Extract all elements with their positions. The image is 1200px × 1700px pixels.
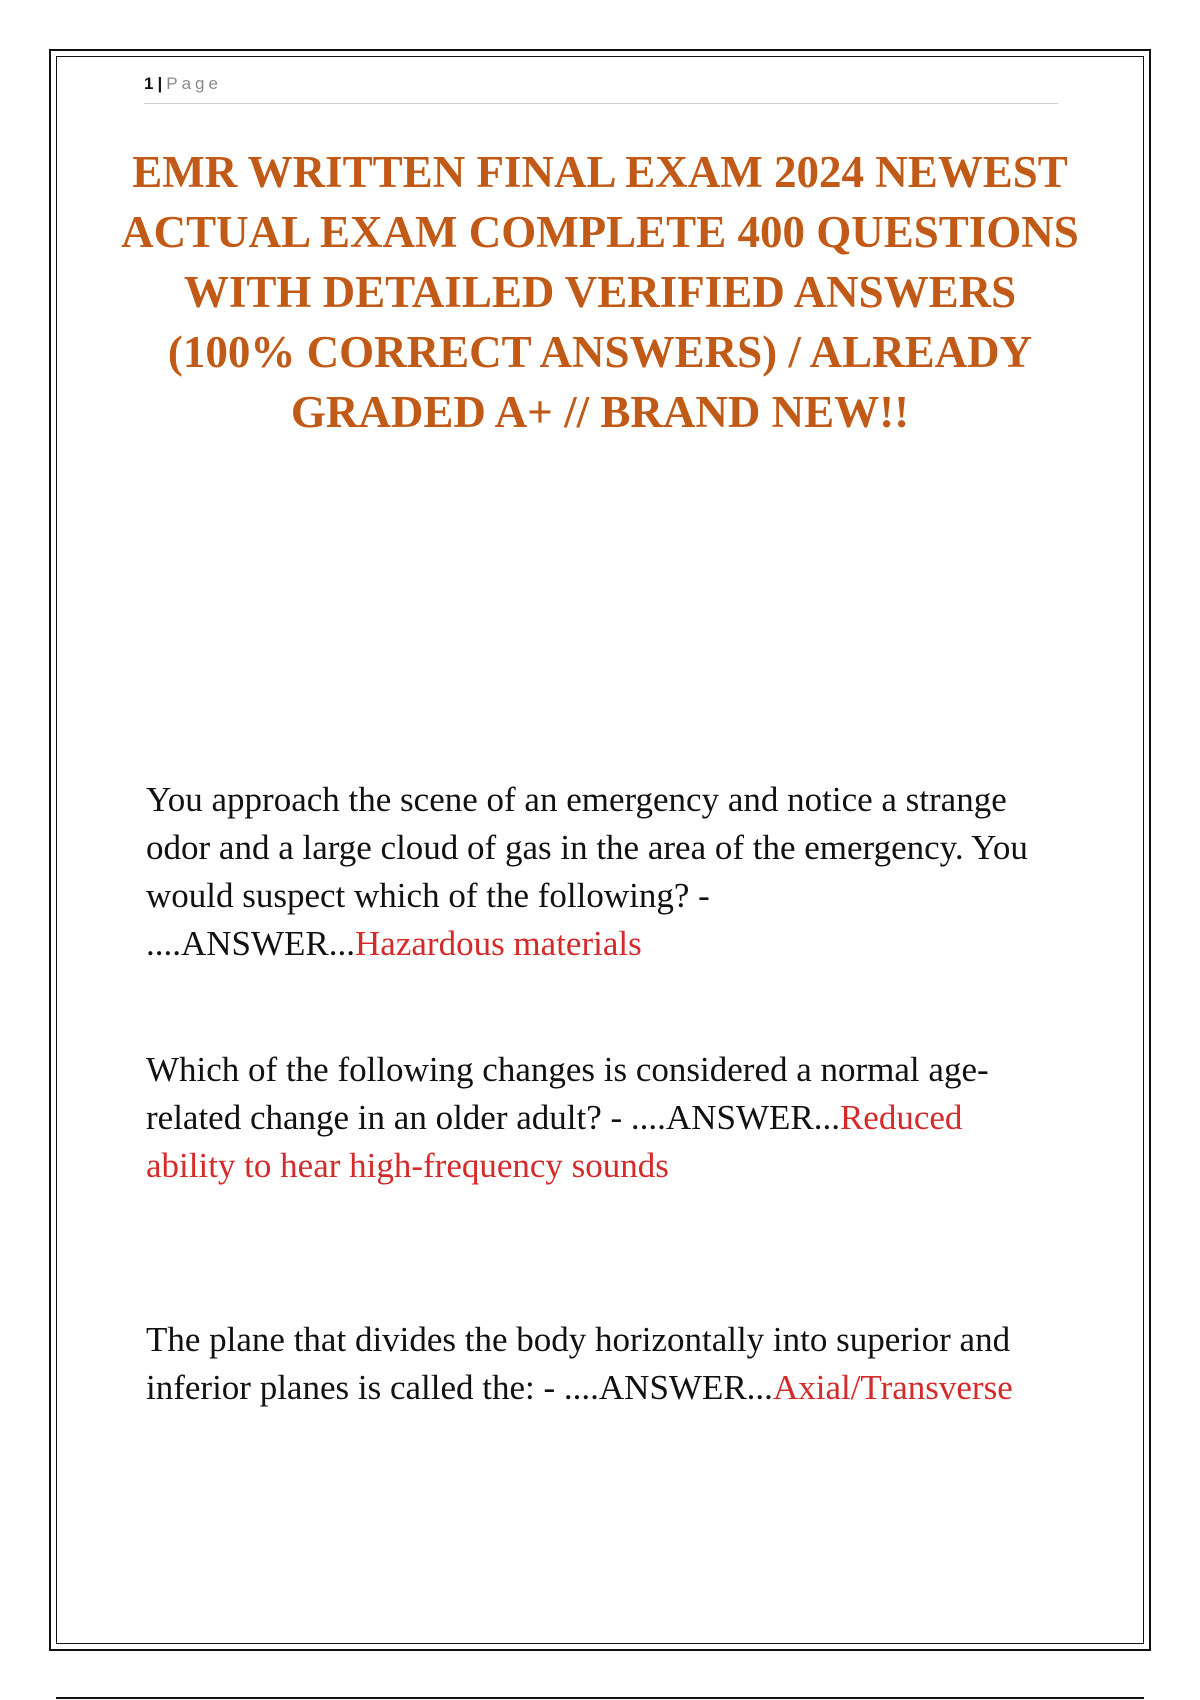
question-text: The plane that divides the body horizontally into superior and inferior planes is called the: - [146, 1320, 1011, 1407]
question-block [146, 1046, 1046, 1190]
footer-rule [56, 1697, 1144, 1699]
page-separator: | [157, 74, 163, 93]
answer-prefix: ....ANSWER... [630, 1098, 840, 1137]
page-number: 1 [144, 74, 154, 93]
page-header [144, 70, 1058, 104]
question-text: You approach the scene of an emergency and notice a strange odor and a large cloud of gas in the area of the emergency. You would suspect which of the following? - [146, 780, 1028, 915]
document-title: EMR WRITTEN FINAL EXAM 2024 NEWEST ACTUAL EXAM COMPLETE 400 QUESTIONS WITH DETAILED VERIFIED ANSWERS (100% CORRECT ANSWERS) / ALREADY GRADED A+ // BRAND NEW!! [121, 147, 1079, 437]
question-block [146, 1316, 1046, 1412]
answer-prefix: ....ANSWER... [146, 924, 356, 963]
question-text: Which of the following changes is considered a normal age-related change in an older adult? - [146, 1050, 989, 1137]
answer-text: Reduced ability to hear high-frequency sounds [146, 1098, 963, 1185]
question-block [146, 776, 1046, 968]
answer-prefix: ....ANSWER... [563, 1368, 773, 1407]
answer-text: Axial/Transverse [772, 1368, 1013, 1407]
answer-text: Hazardous materials [355, 924, 642, 963]
page-label: Page [166, 74, 222, 93]
